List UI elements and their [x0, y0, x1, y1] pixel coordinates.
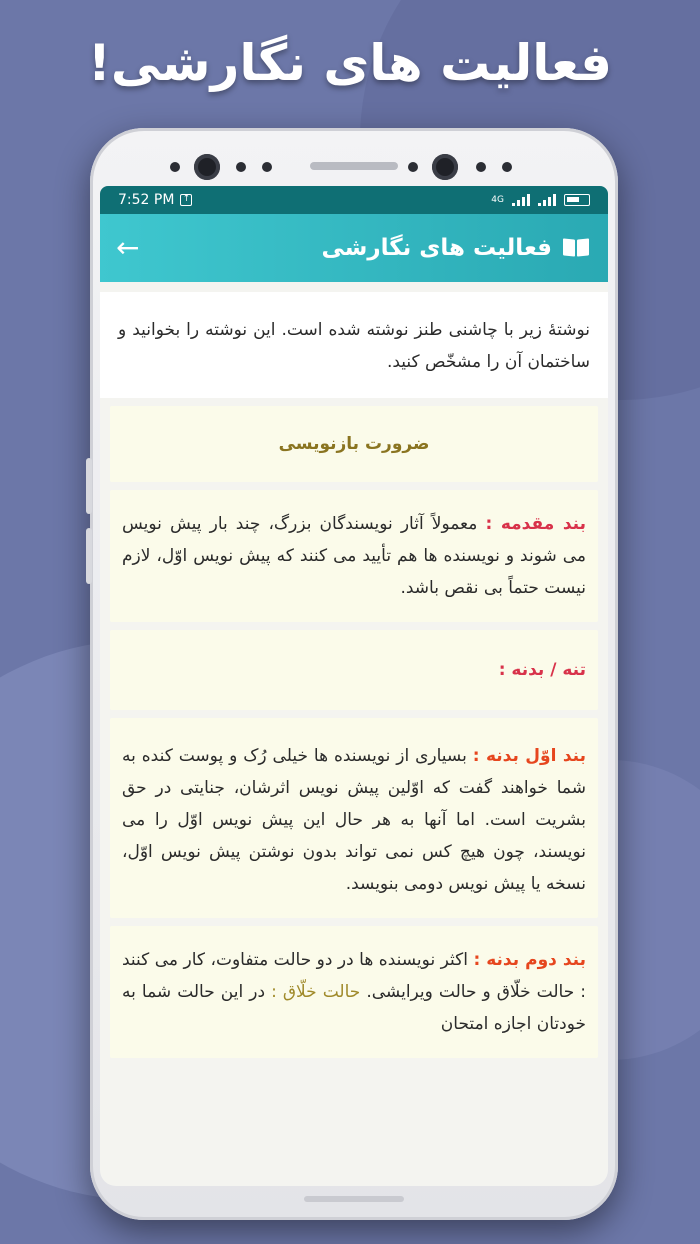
back-arrow-icon[interactable]: ← — [116, 231, 140, 264]
body-paragraph-1-card — [110, 718, 598, 918]
phone-home-indicator — [304, 1196, 404, 1202]
promo-headline: فعالیت های نگارشی! — [88, 34, 612, 92]
phone-frame — [90, 128, 618, 1220]
body-paragraph-2-card — [110, 926, 598, 1058]
book-icon — [562, 237, 590, 259]
upload-icon: ↑ — [180, 194, 192, 206]
status-bar — [100, 186, 608, 214]
intro-paragraph-text: معمولاً آثار نویسندگان بزرگ، چند بار پیش نویس می شوند و نویسنده ها هم تأیید می کنند که پیش نویس اوّل، لازم نیست حتماً بی نقص باشد. — [122, 514, 586, 598]
speaker-grille — [310, 162, 398, 170]
status-time: 7:52 PM — [118, 192, 175, 208]
intro-text: نوشتهٔ زیر با چاشنی طنز نوشته شده است. این نوشته را بخوانید و ساختمان آن را مشخّص کنید. — [100, 292, 608, 398]
creative-state-label: حالت خلّاق : — [271, 982, 361, 1002]
phone-side-button — [86, 458, 92, 514]
app-bar — [100, 214, 608, 282]
signal-icon — [538, 194, 556, 206]
network-type: 4G — [491, 195, 504, 205]
page-title: فعالیت های نگارشی — [321, 235, 552, 261]
essay-title: ضرورت بازنویسی — [110, 406, 598, 482]
body-paragraph-1-label: بند اوّل بدنه : — [472, 746, 586, 766]
battery-icon — [564, 194, 590, 206]
front-camera-icon — [194, 154, 220, 180]
body-paragraph-1-text: بسیاری از نویسنده ها خیلی رُک و پوست کنده به شما خواهند گفت که اوّلین پیش نویس اثرشان، جنایتی در حق بشریت است. اما آنها به هر حال این پیش نویس اوّل را می نویسند، چون هیچ کس نمی تواند بدون نوشتن پیش نویس اوّل، نسخه یا پیش نویس دومی بنویسد. — [122, 746, 586, 894]
body-heading: تنه / بدنه : — [110, 630, 598, 710]
body-paragraph-2-label: بند دوم بدنه : — [473, 950, 587, 970]
phone-top-sensors — [90, 146, 618, 186]
intro-paragraph-card — [110, 490, 598, 622]
phone-side-button — [86, 528, 92, 584]
iris-sensor-icon — [432, 154, 458, 180]
content-scroll[interactable] — [100, 282, 608, 1058]
body-paragraph-2-text-continued: در این حالت شما به خودتان اجازه امتحان — [122, 982, 586, 1034]
intro-paragraph-label: بند مقدمه : — [485, 514, 586, 534]
body-paragraph-2-text: اکثر نویسنده ها در دو حالت متفاوت، کار می کنند : حالت خلّاق و حالت ویرایشی. — [122, 950, 586, 1002]
signal-icon — [512, 194, 530, 206]
app-screen — [100, 186, 608, 1186]
